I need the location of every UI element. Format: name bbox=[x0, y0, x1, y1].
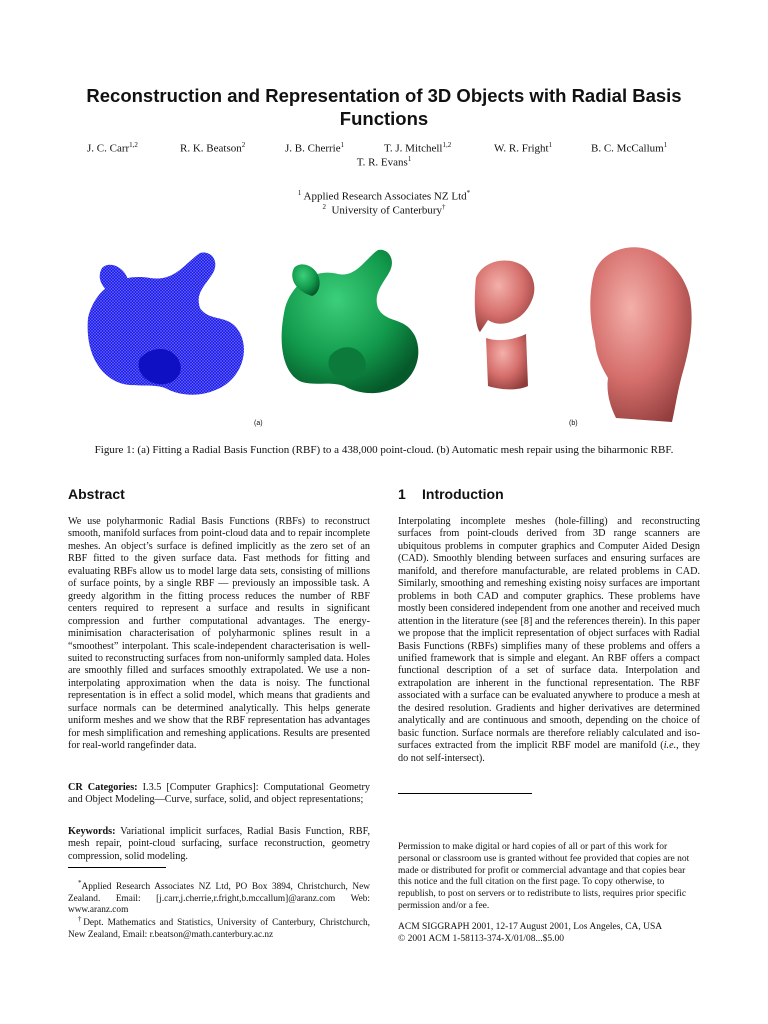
cr-categories: CR Categories: I.3.5 [Computer Graphics]: Computational Geometry and Object Modeling—Curve, surface, solid, and object representations; bbox=[68, 782, 371, 806]
figure-caption: Figure 1: (a) Fitting a Radial Basis Function (RBF) to a 438,000 point-cloud. (b) Automatic mesh repair using the biharmonic RBF. bbox=[94, 444, 674, 456]
footnote-canterbury: †Dept. Mathematics and Statistics, University of Canterbury, Christchurch, New Zealand, Email: r.beatson@math.canterbury.ac.nz bbox=[68, 915, 371, 940]
author-beatson: R. K. Beatson$^2$ bbox=[180, 141, 246, 155]
abstract-heading: Abstract bbox=[68, 486, 125, 502]
footnote-rule bbox=[68, 867, 166, 868]
paper-title: Reconstruction and Representation of 3D Objects with Radial Basis Functions bbox=[86, 85, 682, 129]
author-mitchell: T. J. Mitchell$^{1,2}$ bbox=[384, 141, 452, 155]
author-fright: W. R. Fright$^1$ bbox=[494, 141, 553, 155]
permission-rule bbox=[398, 793, 532, 794]
affiliation-2: $^2$ University of Canterbury† bbox=[322, 203, 446, 217]
figure-1-images bbox=[80, 238, 702, 422]
author-carr: J. C. Carr$^{1,2}$ bbox=[87, 141, 138, 155]
reconstructed-dragon-image bbox=[282, 250, 419, 393]
keywords: Keywords: Variational implicit surfaces, Radial Basis Function, RBF, mesh repair, point-cloud surfacing, surface reconstruction, geometry compression, solid modeling. bbox=[68, 826, 370, 862]
subfigure-label-a: (a) bbox=[254, 420, 263, 427]
author-cherrie: J. B. Cherrie$^1$ bbox=[285, 141, 345, 155]
subfigure-label-b: (b) bbox=[569, 420, 578, 427]
affiliation-1: $^1$ Applied Research Associates NZ Ltd* bbox=[297, 189, 471, 203]
footnote-ara: *Applied Research Associates NZ Ltd, PO Box 3894, Christchurch, New Zealand. Email: [j.carr,j.cherrie,r.fright,b.mccallum]@aranz.com Web: www.aranz.com bbox=[68, 879, 370, 916]
venue-info: ACM SIGGRAPH 2001, 12-17 August 2001, Los Angeles, CA, USA © 2001 ACM 1-58113-374-X/01/08...$5.00 bbox=[398, 922, 663, 944]
abstract-body: We use polyharmonic Radial Basis Functions (RBFs) to reconstruct smooth, manifold surfaces from point-cloud data and to repair incomplete meshes. An object’s surface is defined implicitly as the zero set of an RBF fitted to the given surface data. Fast methods for fitting and evaluating RBFs allow us to model large data sets, consisting of millions of surface points, by a single RBF — previously an impossible task. A greedy algorithm in the fitting process reduces the number of RBF centers required to represent a surface and results in significant compression and further computational advantages. The energy-minimisation characterisation of polyharmonic splines result in a “smoothest” interpolant. This scale-independent characterisation is well-suited to reconstructing surfaces from non-uniformly sampled data. Holes are smoothly filled and surfaces smoothly extrapolated. We use a non-interpolating approximation when the data is noisy. The functional representation is in effect a solid model, which means that gradients and surface normals can be determined analytically. This helps generate uniform meshes and we show that the RBF representation has advantages for mesh simplification and remeshing applications. Results are presented for real-world rangefinder data. bbox=[68, 516, 370, 752]
repaired-face-image bbox=[590, 247, 691, 422]
pointcloud-dragon-image bbox=[88, 252, 244, 394]
author-mccallum: B. C. McCallum$^1$ bbox=[591, 141, 668, 155]
incomplete-face-image bbox=[475, 260, 535, 389]
introduction-body: Interpolating incomplete meshes (hole-filling) and reconstructing surfaces from point-clouds derived from 3D range scanners are ubiquitous problems in computer graphics and Computer Aided Design (CAD). Smoothly blending between surfaces and ensuring surfaces are manifold, and therefore manufacturable, are related problems in CAD. Similarly, smoothing and remeshing existing noisy surfaces are important problems in both CAD and computer graphics. These problems have mostly been considered independent from one another and received much attention in the literature (see [8] and the references therein). In this paper we propose that the implicit representation of object surfaces with Radial Basis Functions (RBFs) simplifies many of these problems and offers a unified framework that is simple and elegant. An RBF offers a compact functional description of a set of surface data. Interpolation and extrapolation are inherent in the functional representation. The RBF associated with a surface can be evaluated anywhere to produce a mesh at the desired resolution. Gradients and higher derivatives are determined analytically and are continuous and smooth, depending on the choice of basic function. Surface normals are therefore reliably calculated and iso-surfaces extracted from the implicit RBF model are manifold (i.e., they do not self-intersect). bbox=[398, 516, 700, 764]
author-evans: T. R. Evans$^1$ bbox=[356, 155, 412, 169]
permission-notice: Permission to make digital or hard copies of all or part of this work for personal or classroom use is granted without fee provided that copies are not made or distributed for profit or commercial advantage and that copies bear this notice and the full citation on the first page. To copy otherwise, to republish, to post on servers or to redistribute to lists, requires prior specific permission and/or a fee. bbox=[398, 842, 690, 911]
introduction-heading: 1 Introduction bbox=[398, 486, 504, 502]
